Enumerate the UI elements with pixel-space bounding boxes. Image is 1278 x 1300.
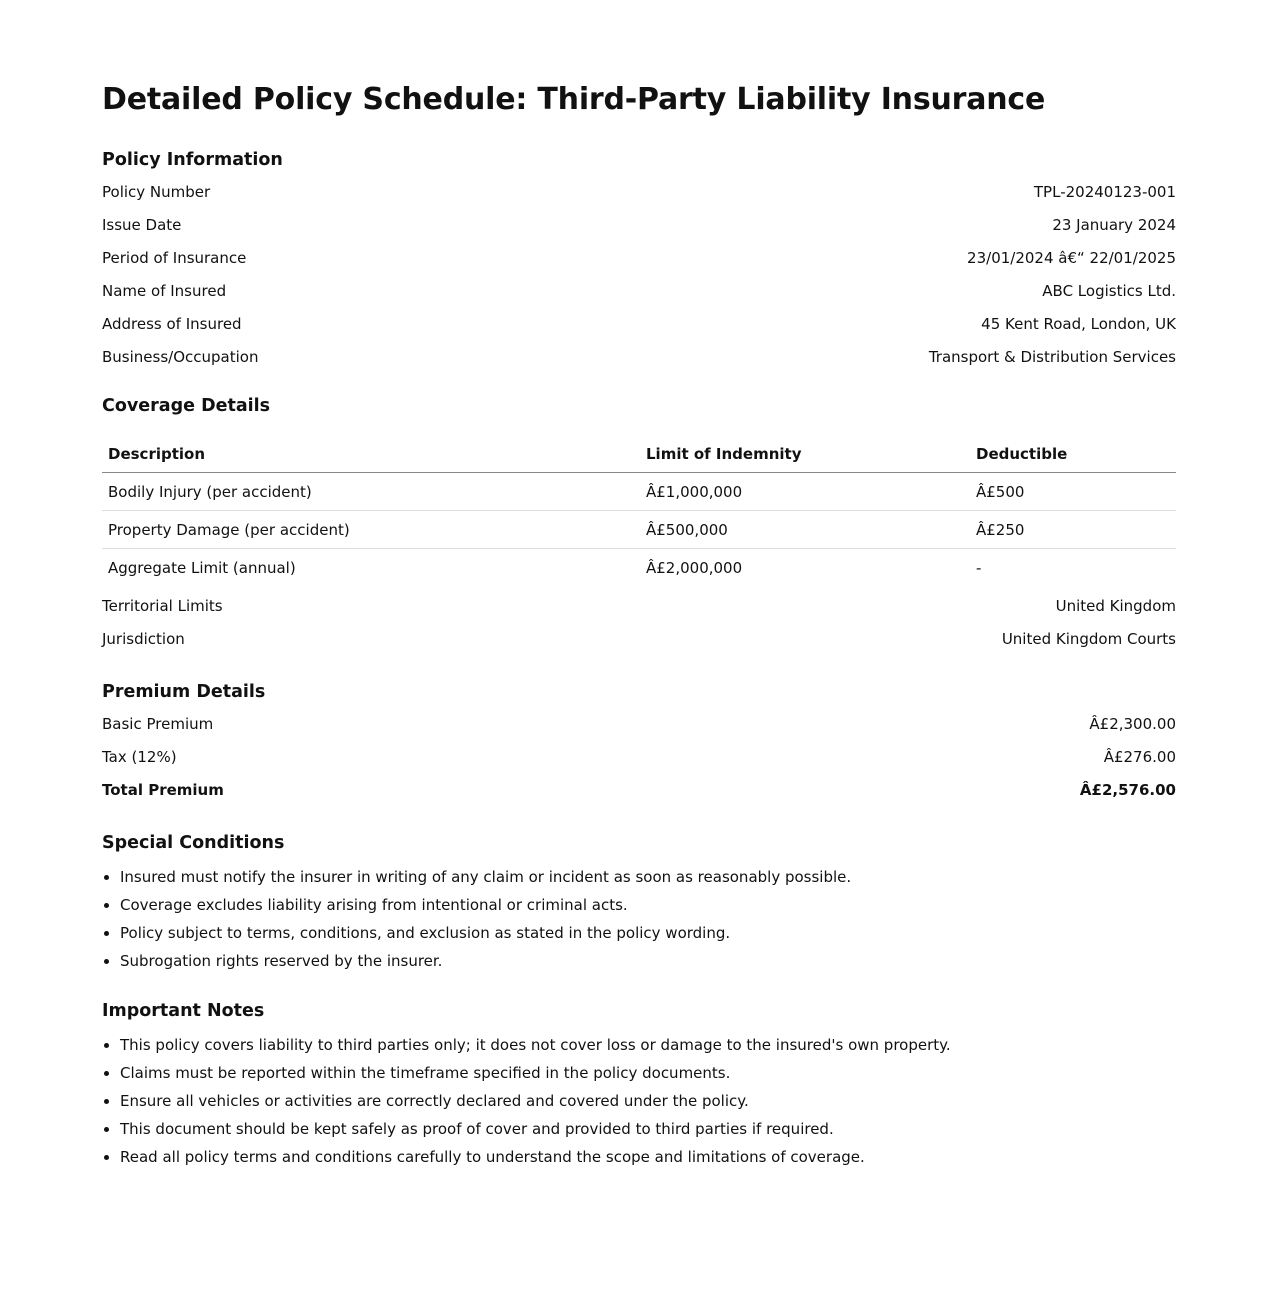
address-of-insured-row: [102, 308, 1176, 341]
row-value: United Kingdom: [1055, 597, 1176, 615]
row-label: Tax (12%): [102, 748, 177, 766]
table-cell: Â£1,000,000: [640, 473, 970, 511]
tax-row: [102, 741, 1176, 774]
name-of-insured-row: [102, 275, 1176, 308]
section-heading: Coverage Details: [102, 396, 271, 416]
row-label: Period of Insurance: [102, 249, 247, 267]
list-item: • This document should be kept safely as proof of cover and provided to third parties if required.: [120, 1115, 1176, 1143]
issue-date-row: [102, 209, 1176, 242]
row-value: Transport & Distribution Services: [928, 348, 1176, 366]
special-conditions-list: [102, 863, 1176, 975]
section-heading: Important Notes: [102, 1001, 265, 1021]
row-value: 45 Kent Road, London, UK: [981, 315, 1176, 333]
row-value: United Kingdom Courts: [1001, 630, 1176, 648]
premium-details-section: [102, 678, 1176, 807]
special-conditions-section: [102, 829, 1176, 975]
list-item: • Read all policy terms and conditions carefully to understand the scope and limitations of coverage.: [120, 1143, 1176, 1171]
row-label: Issue Date: [102, 216, 182, 234]
table-cell: Â£500: [970, 473, 1176, 511]
jurisdiction-row: [102, 623, 1176, 656]
policy-information-section: [102, 146, 1176, 374]
coverage-details-section: [102, 392, 1176, 656]
coverage-table: [102, 436, 1176, 586]
row-label: Name of Insured: [102, 282, 227, 300]
row-label: Business/Occupation: [102, 348, 259, 366]
table-row: [102, 549, 1176, 587]
section-heading: Policy Information: [102, 150, 283, 170]
column-header: Description: [102, 436, 640, 473]
table-row: [102, 473, 1176, 511]
row-value: ABC Logistics Ltd.: [1042, 282, 1176, 300]
important-notes-list: [102, 1031, 1176, 1171]
basic-premium-row: [102, 708, 1176, 741]
column-header: Limit of Indemnity: [640, 436, 970, 473]
table-header-row: [102, 436, 1176, 473]
period-of-insurance-row: [102, 242, 1176, 275]
important-notes-section: [102, 997, 1176, 1171]
row-label: Territorial Limits: [102, 597, 223, 615]
table-cell: Property Damage (per accident): [102, 511, 640, 549]
table-cell: -: [976, 558, 982, 577]
table-cell: Â£2,000,000: [646, 558, 743, 577]
list-item: • Coverage excludes liability arising from intentional or criminal acts.: [120, 891, 1176, 919]
row-label: Total Premium: [102, 781, 224, 799]
row-value: Â£2,576.00: [1079, 781, 1176, 799]
table-cell: Aggregate Limit (annual): [108, 558, 296, 577]
table-row: [102, 511, 1176, 549]
page-title: Detailed Policy Schedule: Third-Party Liability Insurance: [102, 82, 1046, 117]
row-label: Jurisdiction: [102, 630, 185, 648]
table-cell: Bodily Injury (per accident): [102, 473, 640, 511]
row-value: Â£2,300.00: [1089, 715, 1176, 733]
total-premium-row: [102, 774, 1176, 807]
row-value: Â£276.00: [1103, 748, 1176, 766]
list-item: • Claims must be reported within the timeframe specified in the policy documents.: [120, 1059, 1176, 1087]
section-heading: Special Conditions: [102, 833, 285, 853]
row-label: Address of Insured: [102, 315, 242, 333]
row-value: TPL-20240123-001: [1033, 183, 1176, 201]
row-value: 23/01/2024 â€“ 22/01/2025: [967, 249, 1176, 267]
list-item: • Ensure all vehicles or activities are correctly declared and covered under the policy.: [120, 1087, 1176, 1115]
column-header: Deductible: [970, 436, 1176, 473]
table-cell: Â£500,000: [640, 511, 970, 549]
list-item: • Insured must notify the insurer in writing of any claim or incident as soon as reasonably possible.: [120, 863, 1176, 891]
row-label: Policy Number: [102, 183, 211, 201]
list-item: • This policy covers liability to third parties only; it does not cover loss or damage to the insured's own property.: [120, 1031, 1176, 1059]
business-occupation-row: [102, 341, 1176, 374]
row-value: 23 January 2024: [1052, 216, 1176, 234]
policy-number-row: [102, 176, 1176, 209]
section-heading: Premium Details: [102, 682, 266, 702]
territorial-limits-row: [102, 590, 1176, 623]
policy-document: [102, 70, 1176, 1171]
list-item: • Policy subject to terms, conditions, and exclusion as stated in the policy wording.: [120, 919, 1176, 947]
table-cell: Â£250: [970, 511, 1176, 549]
list-item: • Subrogation rights reserved by the insurer.: [120, 947, 1176, 975]
row-label: Basic Premium: [102, 715, 214, 733]
